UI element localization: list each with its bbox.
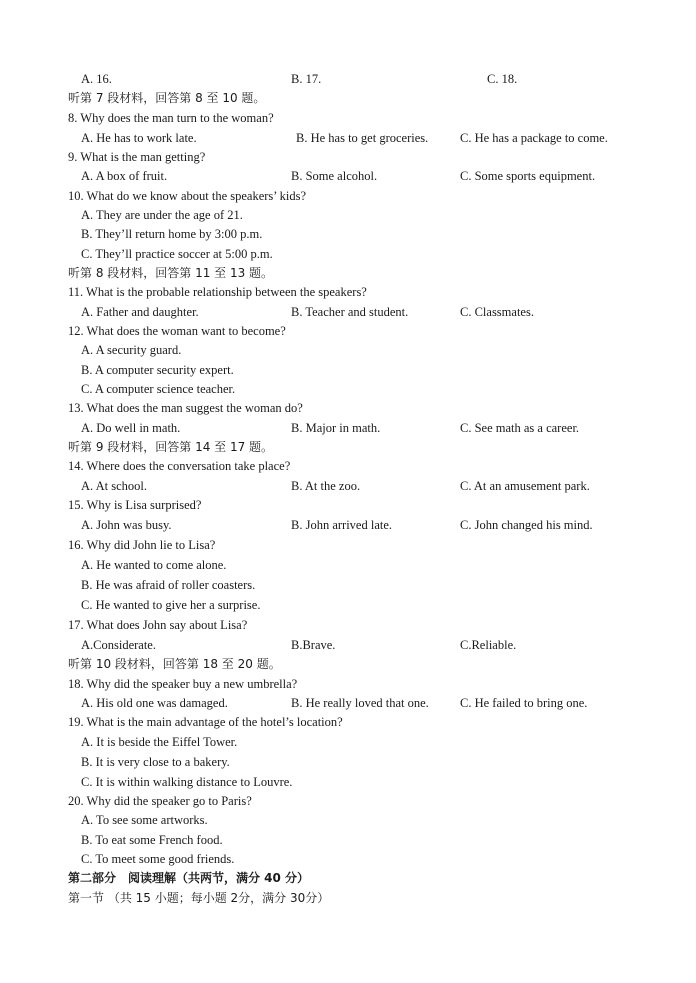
section-heading: 听第 10 段材料，回答第 18 至 20 题。 [68, 657, 281, 671]
question-stem: 15. Why is Lisa surprised? [68, 498, 202, 512]
option-a: A. 16. [81, 72, 112, 86]
question-stem: 14. Where does the conversation take place? [68, 459, 291, 473]
option-c: C. He wanted to give her a surprise. [81, 598, 261, 612]
option-c: C. To meet some good friends. [81, 852, 235, 866]
option-b: B. He was afraid of roller coasters. [81, 578, 256, 592]
question-stem: 12. What does the woman want to become? [68, 324, 286, 338]
option-a: A. They are under the age of 21. [81, 208, 243, 222]
question-stem: 16. Why did John lie to Lisa? [68, 538, 216, 552]
option-c: C. At an amusement park. [460, 479, 590, 493]
option-b: B. At the zoo. [291, 479, 361, 493]
section-heading: 听第 8 段材料，回答第 11 至 13 题。 [68, 266, 274, 280]
question-stem: 13. What does the man suggest the woman do? [68, 401, 303, 415]
option-a: A. John was busy. [81, 518, 172, 532]
option-b: B. John arrived late. [291, 518, 393, 532]
section-heading: 听第 9 段材料，回答第 14 至 17 题。 [68, 440, 274, 454]
option-b: B. It is very close to a bakery. [81, 755, 230, 769]
question-stem: 9. What is the man getting? [68, 150, 206, 164]
option-a: A. Father and daughter. [81, 305, 199, 319]
option-c: C. Some sports equipment. [460, 169, 596, 183]
option-c: C.Reliable. [460, 638, 517, 652]
option-c: C. He failed to bring one. [460, 696, 588, 710]
option-b: B. Some alcohol. [291, 169, 378, 183]
option-b: B. A computer security expert. [81, 363, 234, 377]
option-c: C. Classmates. [460, 305, 534, 319]
question-stem: 11. What is the probable relationship between the speakers? [68, 285, 367, 299]
option-a: A. A security guard. [81, 343, 182, 357]
option-b: B. To eat some French food. [81, 833, 223, 847]
option-c: C. John changed his mind. [460, 518, 593, 532]
part-heading: 第二部分 阅读理解（共两节，满分 40 分） [68, 871, 310, 885]
option-b: B.Brave. [291, 638, 336, 652]
option-b: B. 17. [291, 72, 322, 86]
question-stem: 8. Why does the man turn to the woman? [68, 111, 274, 125]
question-stem: 10. What do we know about the speakers’ kids? [68, 189, 307, 203]
option-a: A. A box of fruit. [81, 169, 168, 183]
option-a: A.Considerate. [81, 638, 156, 652]
question-stem: 18. Why did the speaker buy a new umbrella? [68, 677, 298, 691]
option-c: C. They’ll practice soccer at 5:00 p.m. [81, 247, 273, 261]
question-stem: 19. What is the main advantage of the hotel’s location? [68, 715, 343, 729]
option-c: C. 18. [487, 72, 518, 86]
subsection-heading: 第一节 （共 15 小题；每小题 2分，满分 30分） [68, 891, 330, 905]
option-a: A. To see some artworks. [81, 813, 208, 827]
option-c: C. He has a package to come. [460, 131, 608, 145]
option-b: B. Major in math. [291, 421, 381, 435]
option-b: B. They’ll return home by 3:00 p.m. [81, 227, 263, 241]
option-b: B. Teacher and student. [291, 305, 409, 319]
option-a: A. It is beside the Eiffel Tower. [81, 735, 238, 749]
option-c: C. It is within walking distance to Louvre. [81, 775, 293, 789]
option-a: A. At school. [81, 479, 147, 493]
section-heading: 听第 7 段材料，回答第 8 至 10 题。 [68, 91, 266, 105]
option-a: A. He has to work late. [81, 131, 197, 145]
option-c: C. A computer science teacher. [81, 382, 236, 396]
question-stem: 17. What does John say about Lisa? [68, 618, 248, 632]
option-b: B. He has to get groceries. [296, 131, 429, 145]
option-a: A. He wanted to come alone. [81, 558, 227, 572]
question-stem: 20. Why did the speaker go to Paris? [68, 794, 252, 808]
option-a: A. His old one was damaged. [81, 696, 228, 710]
option-c: C. See math as a career. [460, 421, 580, 435]
option-a: A. Do well in math. [81, 421, 181, 435]
option-b: B. He really loved that one. [291, 696, 429, 710]
